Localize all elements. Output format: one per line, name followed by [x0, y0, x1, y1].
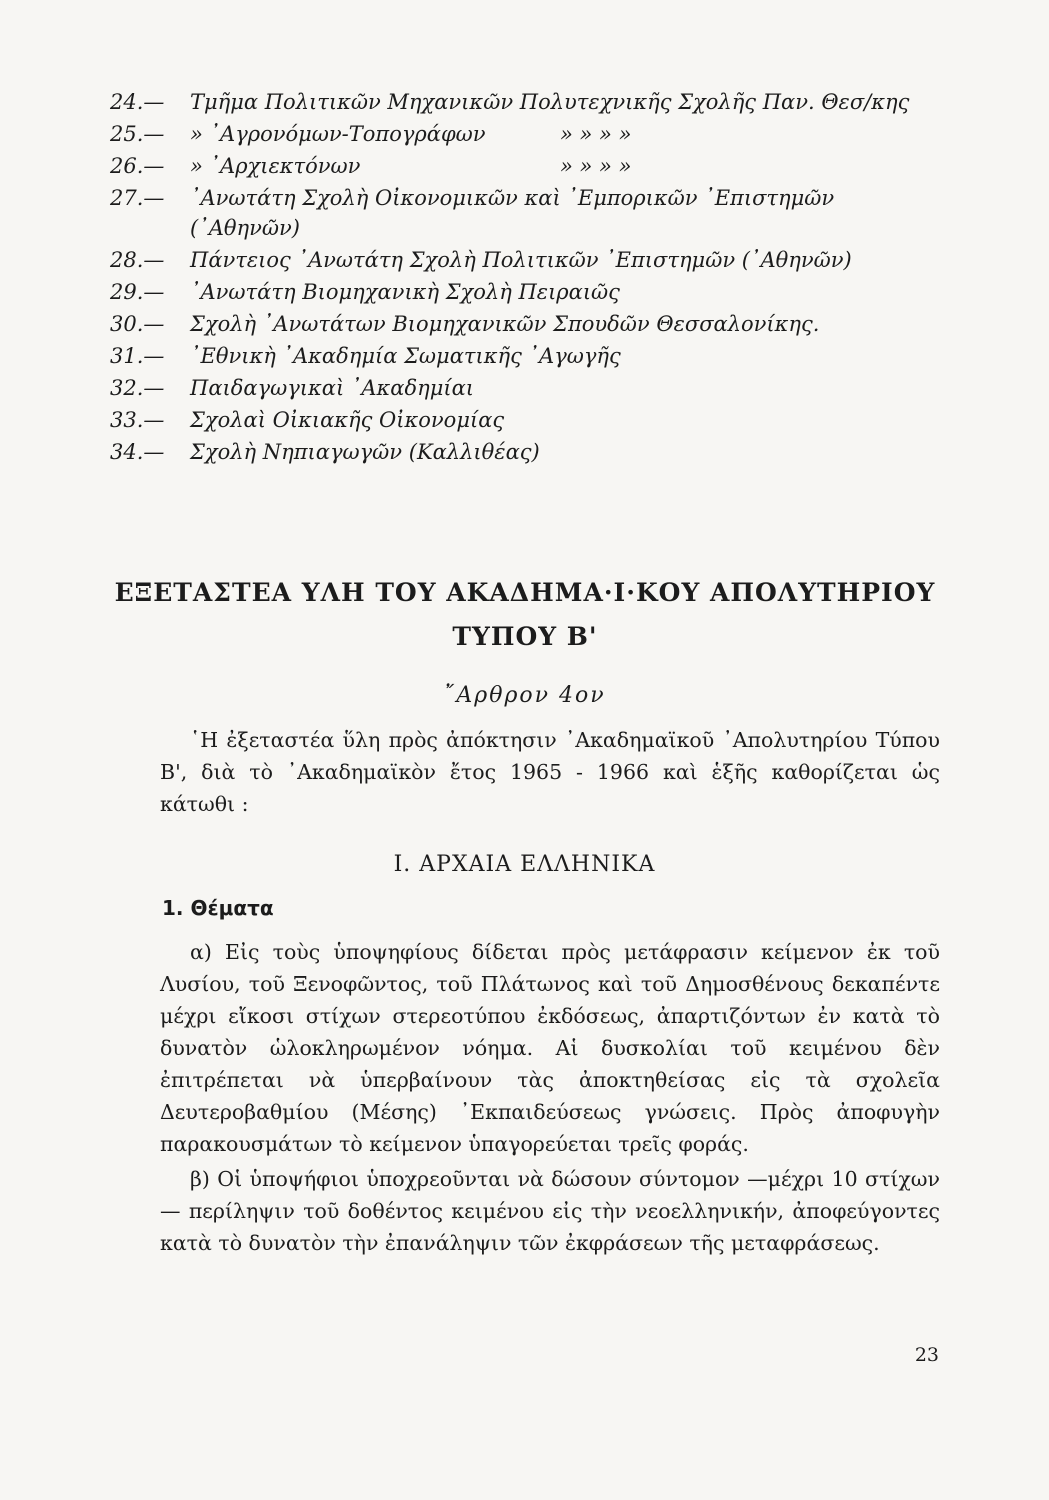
list-item-number: 26.— — [110, 154, 165, 178]
list-item-number: 31.— — [110, 344, 165, 368]
list-item-number: 32.— — [110, 376, 165, 400]
list-item-number: 33.— — [110, 408, 165, 432]
list-item — [110, 150, 950, 182]
article-title: ῎Αρθρον 4ον — [443, 683, 606, 708]
section-heading-continued: ΤΥΠΟΥ Β' — [452, 622, 598, 651]
list-item-number: 25.— — [110, 122, 165, 146]
intro-text: ῾Η ἐξεταστέα ὕλη πρὸς ἀπόκτησιν ᾿Ακαδημαϊκοῦ ᾿Απολυτηρίου Τύπου Β', διὰ τὸ ᾿Ακαδημαϊκὸν ἔτος 1965 - 1966 καὶ ἑξῆς καθορίζεται ὡς κάτωθι : — [160, 728, 940, 816]
section-heading: ΕΞΕΤΑΣΤΕΑ ΥΛΗ ΤΟΥ ΑΚΑΔΗΜΑ·Ι·ΚΟΥ ΑΠΟΛΥΤΗΡΙΟΥ — [114, 578, 936, 607]
paragraph-b-text: β) Οἱ ὑποψήφιοι ὑποχρεοῦνται νὰ δώσουν σύντομον —μέχρι 10 στίχων— περίληψιν τοῦ δοθέντος κειμένου εἰς τὴν νεοελληνικήν, ἀποφεύγοντες κατὰ τὸ δυνατὸν τὴν ἐπανάληψιν τῶν ἐκφράσεων τῆς μεταφράσεως. — [160, 1167, 940, 1255]
list-item — [110, 436, 950, 468]
ditto-marks: » » » » — [560, 154, 632, 178]
list-item — [110, 118, 950, 150]
list-item — [110, 340, 950, 372]
list-item — [110, 404, 950, 436]
list-item-number: 28.— — [110, 248, 165, 272]
paragraph-a-text: α) Εἰς τοὺς ὑποψηφίους δίδεται πρὸς μετάφρασιν κείμενον ἐκ τοῦ Λυσίου, τοῦ Ξενοφῶντος, τοῦ Πλάτωνος καὶ τοῦ Δημοσθένους δεκαπέντε μέχρι εἴκοσι στίχων στερεοτύπου ἐκδόσεως, ἀπαρτιζόντων ἐν κατὰ τὸ δυνατὸν ὡλοκληρωμένον νόημα. Αἱ δυσκολίαι τοῦ κειμένου δὲν ἐπιτρέπεται νὰ ὑπερβαίνουν τὰς ἀποκτηθείσας εἰς τὰ σχολεῖα Δευτεροβαθμίου (Μέσης) ᾿Εκπαιδεύσεως γνώσεις. Πρὸς ἀποφυγὴν παρακουσμάτων τὸ κείμενον ὑπαγορεύεται τρεῖς φοράς. — [160, 940, 940, 1156]
list-item-text: » ᾿Αγρονόμων-Τοπογράφων — [190, 122, 486, 146]
institutions-list — [110, 86, 950, 468]
list-item-text: ᾿Εθνικὴ ᾿Ακαδημία Σωματικῆς ᾿Αγωγῆς — [190, 344, 621, 368]
subsection-title: 1. Θέματα — [162, 896, 274, 920]
list-item-text: Σχολὴ ᾿Ανωτάτων Βιομηχανικῶν Σπουδῶν Θεσσαλονίκης. — [190, 312, 820, 336]
list-item-text: (᾿Αθηνῶν) — [190, 216, 300, 240]
paragraph-a — [160, 936, 940, 1160]
list-item — [110, 182, 950, 214]
list-item-number: 34.— — [110, 440, 165, 464]
list-item-text: Πάντειος ᾿Ανωτάτη Σχολὴ Πολιτικῶν ᾿Επιστημῶν (᾿Αθηνῶν) — [190, 248, 852, 272]
list-item — [110, 276, 950, 308]
list-item — [110, 86, 950, 118]
list-item-number: 24.— — [110, 90, 165, 114]
list-item-text: » ᾿Αρχιεκτόνων — [190, 154, 361, 178]
ditto-marks: » » » » — [560, 122, 632, 146]
list-item-text: ᾿Ανωτάτη Βιομηχανικὴ Σχολὴ Πειραιῶς — [190, 280, 620, 304]
list-item-text: Παιδαγωγικαὶ ᾿Ακαδημίαι — [190, 376, 475, 400]
list-item-number: 27.— — [110, 186, 165, 210]
list-item-text: Τμῆμα Πολιτικῶν Μηχανικῶν Πολυτεχνικῆς Σχολῆς Παν. Θεσ/κης — [190, 90, 910, 114]
list-item — [110, 372, 950, 404]
list-item-text: ᾿Ανωτάτη Σχολὴ Οἰκονομικῶν καὶ ᾿Εμπορικῶν ᾿Επιστημῶν — [190, 186, 835, 210]
list-item-continuation — [110, 212, 950, 244]
section-title: Ι. ΑΡΧΑΙΑ ΕΛΛΗΝΙΚΑ — [393, 852, 656, 877]
list-item-text: Σχολαὶ Οἰκιακῆς Οἰκονομίας — [190, 408, 505, 432]
paragraph-b — [160, 1163, 940, 1259]
list-item — [110, 308, 950, 340]
list-item — [110, 244, 950, 276]
list-item-number: 29.— — [110, 280, 165, 304]
page-number: 23 — [914, 1344, 939, 1366]
intro-paragraph — [160, 724, 940, 820]
list-item-text: Σχολὴ Νηπιαγωγῶν (Καλλιθέας) — [190, 440, 540, 464]
list-item-number: 30.— — [110, 312, 165, 336]
